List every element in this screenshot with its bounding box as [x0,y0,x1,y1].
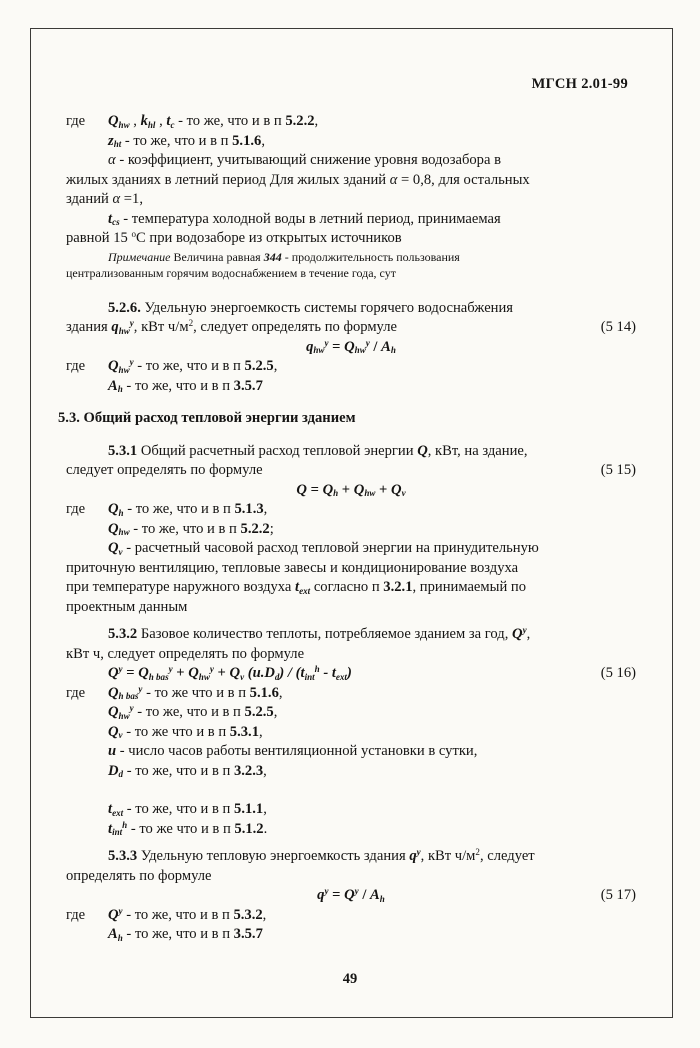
line-text: $Q_v$ - то же что и в п 5.3.1, [108,723,263,741]
line-text: $t_{int}^h$ - то же что и в п 5.1.2. [108,819,268,838]
text-line [66,520,636,540]
text-line [66,645,636,665]
line-text: $t_{cs}$ - температура холодной воды в летний период, принимаемая [108,210,501,228]
text-line [66,684,636,704]
document-code: МГСН 2.01-99 [531,76,628,92]
text-line [66,190,636,210]
text-line [58,409,636,429]
text-line [66,578,636,598]
line-text: $Q = Q_h + Q_{hw} + Q_v$ [296,481,406,499]
text-line [66,210,636,230]
line-text: централизованным горячим водоснабжением в течение года, сут [66,266,396,280]
line-text: при температуре наружного воздуха $t_{ext}$ согласно п 3.2.1, принимаемый по [66,579,527,596]
text-line [66,800,636,820]
text-line [66,703,636,723]
line-text: следует определять по формуле [66,462,263,478]
line-text: $Q^y$ - то же, что и в п 5.3.2, [108,905,267,923]
line-text: 5.3.1 Общий расчетный расход тепловой энергии Q, кВт, на здание, [108,442,528,459]
text-line [66,299,636,319]
line-text: $Q_v$ - расчетный часовой расход тепловой энергии на принудительную [108,540,539,557]
line-text: $A_h$ - то же, что и в п 3.5.7 [108,377,263,395]
text-line [66,625,636,645]
line-text: $q_{hw}^y = Q_{hw}^y / A_h$ [306,337,396,356]
text-line [66,229,636,249]
document-body [58,112,636,945]
text-line [66,377,636,397]
line-text: определять по формуле [66,867,212,884]
text-line [66,539,636,559]
text-line [66,925,636,945]
text-line [66,442,636,462]
line-text: зданий α =1, [66,191,143,207]
line-text: $Q^y = Q_{h bas}^y + Q_{hw}^y + Q_v$ $(и.D_d) / (t_{int}^h - t_{ext})$ [108,664,352,682]
equation-number: (5 14) [600,319,636,335]
line-text: равной 15 $^о$С при водозаборе из открытых источников [66,229,402,246]
equation-number: (5 16) [600,665,636,681]
where-label: где [66,113,86,129]
where-label: где [66,684,86,701]
text-line [66,249,636,266]
line-text: $q^y = Q^y / A_h$ [317,886,385,904]
line-text: и - число часов работы вентиляционной установки в сутки, [108,743,478,759]
text-line [66,886,636,906]
text-line [66,500,636,520]
text-line [66,318,636,338]
line-text: 5.3.3 Удельную тепловую энергоемкость здания $q^y$, кВт $ч/м^2$, следует [108,847,535,864]
line-text: $Q_h$ - то же, что и в п 5.1.3, [108,501,268,518]
text-line [66,723,636,743]
text-line [66,762,636,782]
text-line [66,481,636,501]
line-text: $z_{ht}$ - то же, что и в п 5.1.6, [108,132,265,150]
line-text: проектным данным [66,598,188,615]
line-text: кВт ч, следует определять по формуле [66,645,305,662]
text-line [66,906,636,926]
line-text: $A_h$ - то же, что и в п 3.5.7 [108,926,263,943]
text-line [66,461,636,481]
text-line [66,132,636,152]
line-text: $Q_{hw}$ - то же, что и в п 5.2.2; [108,520,274,538]
line-text: 5.2.6. Удельную энергоемкость системы горячего водоснабжения [108,299,514,316]
text-line [66,598,636,618]
where-label: где [66,501,86,517]
line-text: $Q_{h bas}^y$ - то же что и в п 5.1.6, [108,683,283,702]
line-text: 5.3.2 Базовое количество теплоты, потребляемое зданием за год, $Q^y$, [108,625,531,642]
line-text: Примечание Величина равная 344 - продолжительность пользования [108,249,460,264]
line-text: $D_d$ - то же, что и в п 3.2.3, [108,762,267,780]
equation-number: (5 17) [600,887,636,903]
line-text: $Q_{hw}^y$ - то же, что и в п 5.2.5, [108,703,278,721]
blank-line [66,781,636,800]
text-line [66,867,636,887]
page-number: 49 [342,971,358,987]
equation-number: (5 15) [600,462,636,478]
text-line [66,664,636,684]
where-label: где [66,906,86,923]
line-text: жилых зданиях в летний период Для жилых зданий α = 0,8, для остальных [66,171,530,188]
line-text: 5.3. Общий расход тепловой энергии зданием [58,410,356,426]
text-line [66,151,636,171]
text-line [66,559,636,579]
text-line [66,171,636,191]
text-line [66,820,636,840]
line-text: здания $q_{hw}^y$, кВт $ч/м^2$, следует определять по формуле [66,318,397,336]
line-text: приточную вентиляцию, тепловые завесы и кондиционирование воздуха [66,559,519,576]
line-text: $Q_{hw}$ , $k_{hl}$ , $t_c$ - то же, что и в п 5.2.2, [108,113,319,130]
text-line [66,112,636,132]
line-text: $t_{ext}$ - то же, что и в п 5.1.1, [108,801,267,818]
text-line [66,338,636,358]
text-line [66,742,636,762]
line-text: $Q_{hw}^y$ - то же, что и в п 5.2.5, [108,357,278,375]
where-label: где [66,358,86,374]
text-line [66,265,636,282]
text-line [66,847,636,867]
line-text: α - коэффициент, учитывающий снижение уровня водозабора в [108,152,501,168]
text-line [66,357,636,377]
